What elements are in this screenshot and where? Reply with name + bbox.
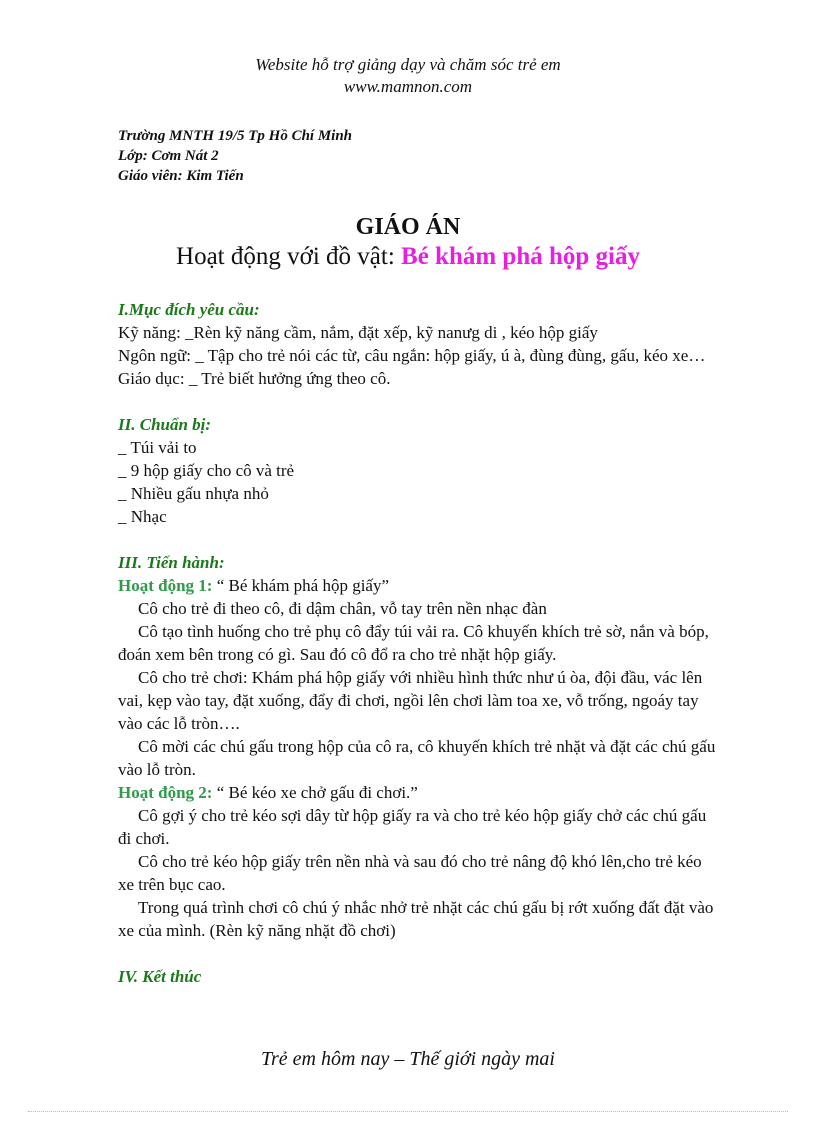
section1-line: Kỹ năng: _Rèn kỹ năng cầm, nắm, đặt xếp, kỹ nanưg di , kéo hộp giấy	[118, 323, 598, 342]
activity2-label: Hoạt động 2:	[118, 783, 213, 802]
prep-item: _ 9 hộp giấy cho cô và trẻ	[118, 461, 295, 480]
activity1-title-line	[118, 574, 718, 597]
activity2-title-line	[118, 781, 718, 804]
activity1-title: “ Bé khám phá hộp giấy”	[212, 576, 390, 595]
activity2-para: Trong quá trình chơi cô chú ý nhắc nhở trẻ nhặt các chú gấu bị rớt xuống đất đặt vào xe của mình. (Rèn kỹ năng nhặt đồ chơi)	[118, 898, 714, 940]
section2-heading: II. Chuẩn bị:	[118, 415, 212, 434]
header-website: Website hỗ trợ giảng dạy và chăm sóc trẻ em	[255, 55, 561, 74]
lesson-body	[118, 298, 718, 988]
activity2-title: “ Bé kéo xe chở gấu đi chơi.”	[212, 783, 418, 802]
section3-heading: III. Tiến hành:	[118, 553, 225, 572]
activity1-para: Cô cho trẻ chơi: Khám phá hộp giấy với nhiều hình thức như ú òa, đội đầu, vác lên vai, kẹp vào tay, đặt xuống, đẩy đi chơi, ngồi lên chơi làm toa xe, vỗ trống, ngoáy tay vào các lỗ tròn….	[118, 668, 703, 733]
activity1-para: Cô tạo tình huống cho trẻ phụ cô đẩy túi vải ra. Cô khuyến khích trẻ sờ, nắn và bóp, đoán xem bên trong có gì. Sau đó cô đổ ra cho trẻ nhặt hộp giấy.	[118, 622, 709, 664]
subtitle-prefix: Hoạt động với đồ vật:	[176, 243, 395, 270]
school-name: Trường MNTH 19/5 Tp Hồ Chí Minh	[118, 128, 353, 144]
section4-heading: IV. Kết thúc	[118, 967, 202, 986]
section1-line: Ngôn ngữ: _ Tập cho trẻ nói các từ, câu ngắn: hộp giấy, ú à, đùng đùng, gấu, kéo xe…	[118, 346, 706, 365]
subtitle-highlight: Bé khám phá hộp giấy	[401, 243, 640, 270]
section1-heading: I.Mục đích yêu cầu:	[118, 300, 260, 319]
activity1-para: Cô mời các chú gấu trong hộp của cô ra, cô khuyến khích trẻ nhặt và đặt các chú gấu vào lỗ tròn.	[118, 737, 716, 779]
prep-item: _ Túi vải to	[118, 438, 197, 457]
info-block	[118, 126, 352, 186]
activity1-label: Hoạt động 1:	[118, 576, 213, 595]
page-title: GIÁO ÁN	[355, 214, 461, 240]
activity2-para: Cô gợi ý cho trẻ kéo sợi dây từ hộp giấy ra và cho trẻ kéo hộp giấy chở các chú gấu đi chơi.	[118, 806, 707, 848]
section1-line: Giáo dục: _ Trẻ biết hưởng ứng theo cô.	[118, 369, 391, 388]
header-url: www.mamnon.com	[343, 77, 473, 96]
page-subtitle	[0, 243, 816, 271]
activity2-para: Cô cho trẻ kéo hộp giấy trên nền nhà và sau đó cho trẻ nâng độ khó lên,cho trẻ kéo xe trên bục cao.	[118, 852, 702, 894]
teacher-name: Giáo viên: Kim Tiến	[118, 168, 244, 184]
page-bottom-divider	[28, 1111, 788, 1112]
prep-item: _ Nhạc	[118, 507, 167, 526]
activity1-para: Cô cho trẻ đi theo cô, đi dậm chân, vỗ tay trên nền nhạc đàn	[138, 599, 547, 618]
class-name: Lớp: Cơm Nát 2	[118, 148, 219, 164]
footer-slogan: Trẻ em hôm nay – Thế giới ngày mai	[261, 1048, 555, 1070]
prep-item: _ Nhiều gấu nhựa nhỏ	[118, 484, 269, 503]
